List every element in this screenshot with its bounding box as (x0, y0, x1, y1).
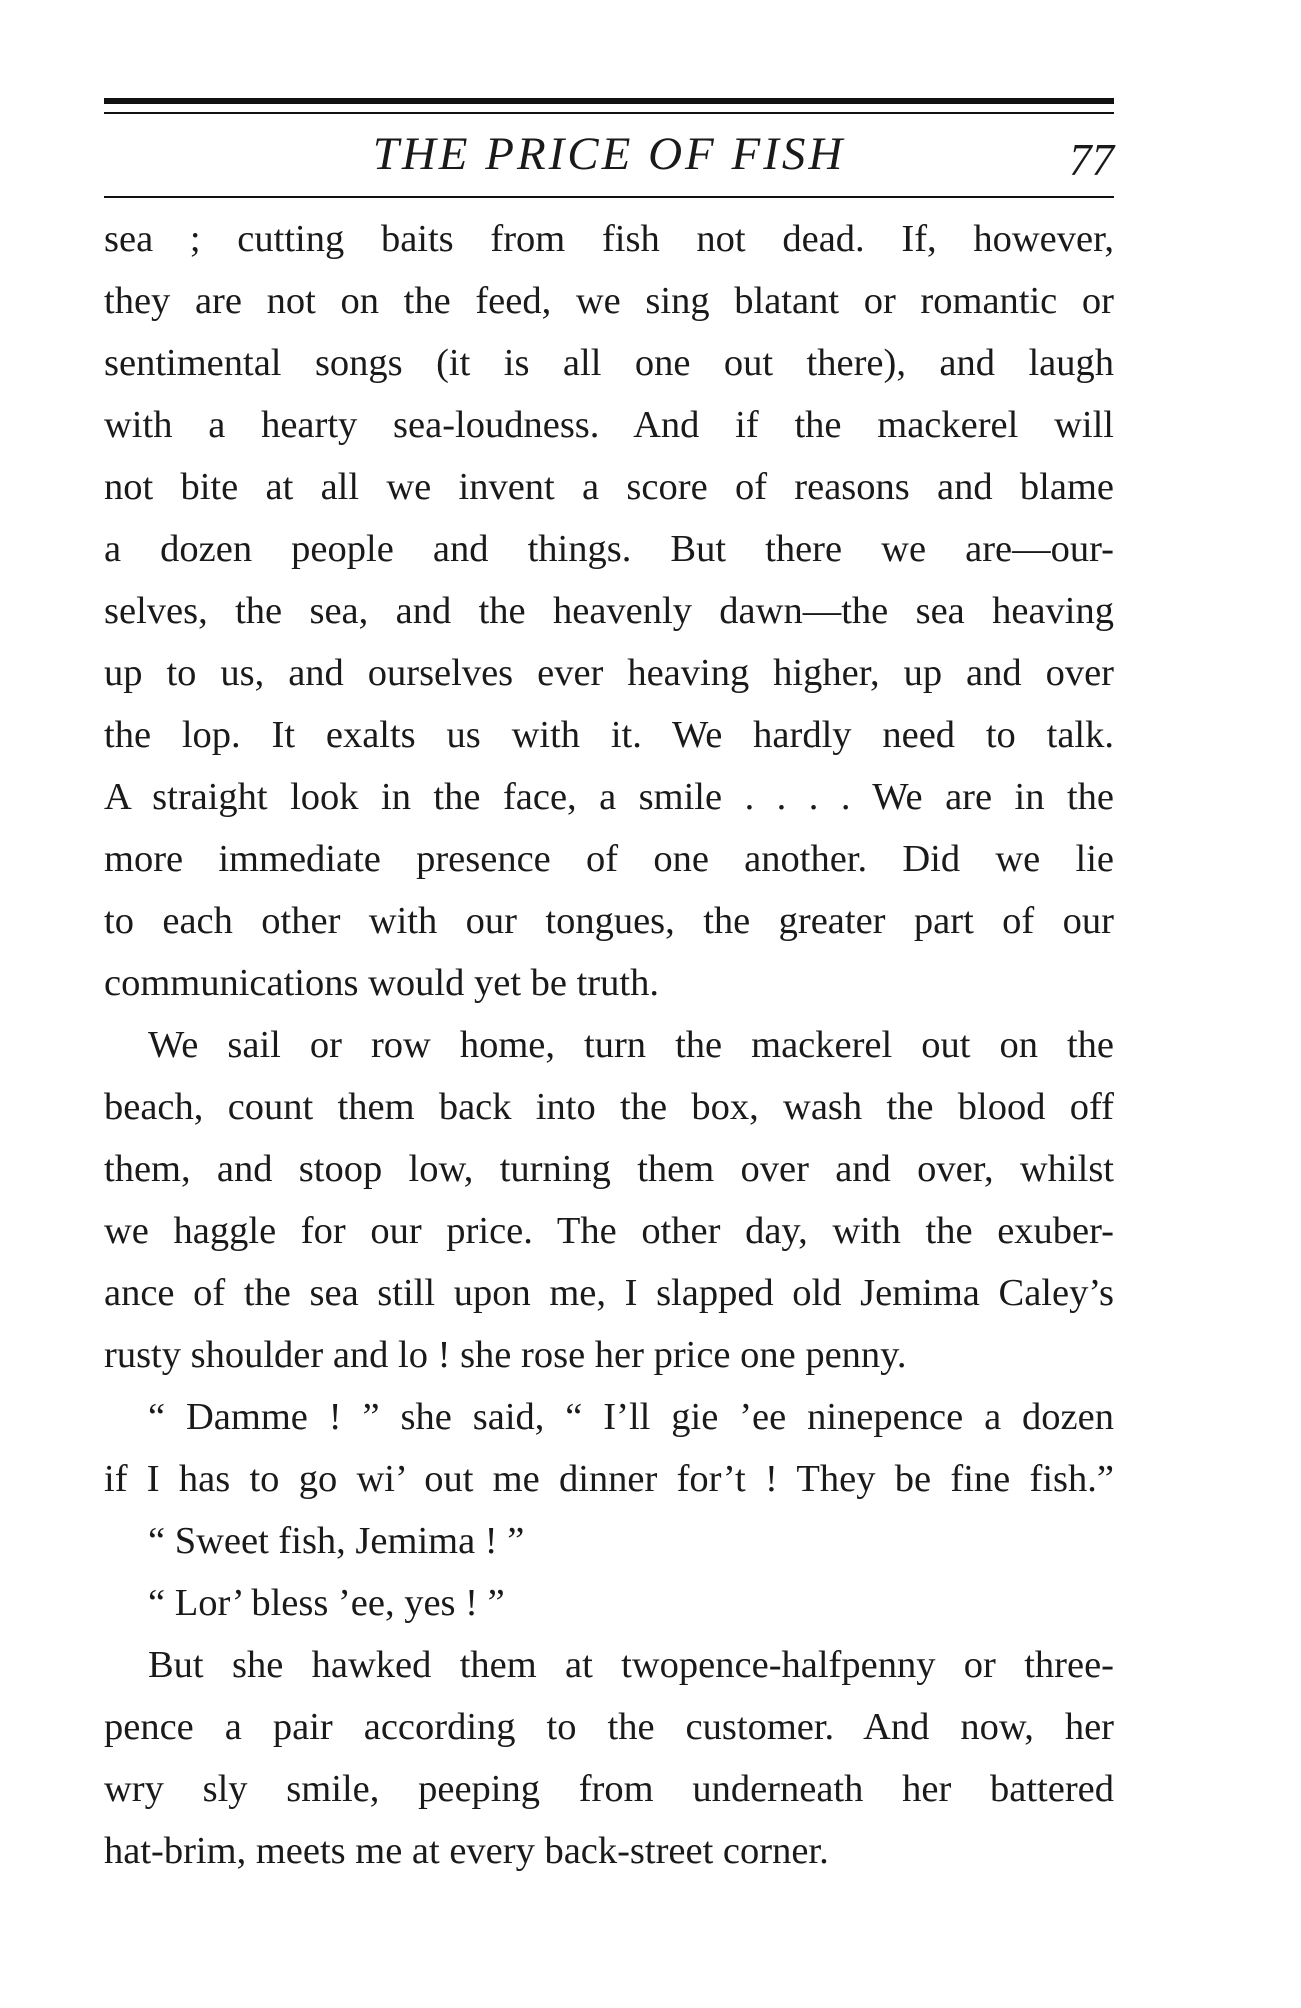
running-title: THE PRICE OF FISH (372, 128, 846, 180)
text-line: “ Lor’ bless ’ee, yes ! ” (148, 1582, 505, 1624)
text-line: A straight look in the face, a smile . . . . We are in the (104, 776, 1114, 818)
text-line: communications would yet be truth. (104, 962, 659, 1004)
book-page (104, 0, 1114, 2008)
running-head (104, 124, 1114, 194)
text-line: we haggle for our price. The other day, with the exuber- (104, 1210, 1114, 1252)
text-line: a dozen people and things. But there we are—our- (104, 528, 1114, 570)
text-line: ance of the sea still upon me, I slapped old Jemima Caley’s (104, 1272, 1114, 1314)
text-line: to each other with our tongues, the greater part of our (104, 900, 1114, 942)
text-line: rusty shoulder and lo ! she rose her price one penny. (104, 1334, 907, 1376)
text-line: them, and stoop low, turning them over and over, whilst (104, 1148, 1114, 1190)
text-line: hat-brim, meets me at every back-street corner. (104, 1830, 829, 1872)
text-line: up to us, and ourselves ever heaving higher, up and over (104, 652, 1114, 694)
text-line: sentimental songs (it is all one out there), and laugh (104, 342, 1114, 384)
text-line: We sail or row home, turn the mackerel out on the (148, 1024, 1114, 1066)
header-rule-thick (104, 98, 1114, 104)
body-text (104, 208, 1114, 1882)
text-line: they are not on the feed, we sing blatant or romantic or (104, 280, 1114, 322)
header-rule-bottom (104, 196, 1114, 198)
text-line: “ Damme ! ” she said, “ I’ll gie ’ee ninepence a dozen (148, 1396, 1114, 1438)
text-line: the lop. It exalts us with it. We hardly need to talk. (104, 714, 1114, 756)
text-line: beach, count them back into the box, wash the blood off (104, 1086, 1114, 1128)
text-line: pence a pair according to the customer. And now, her (104, 1706, 1114, 1748)
text-line: if I has to go wi’ out me dinner for’t ! They be fine fish.” (104, 1458, 1114, 1500)
text-line: selves, the sea, and the heavenly dawn—the sea heaving (104, 590, 1114, 632)
header-rule-thin (104, 112, 1114, 114)
text-line: wry sly smile, peeping from underneath her battered (104, 1768, 1114, 1810)
text-line: more immediate presence of one another. Did we lie (104, 838, 1114, 880)
text-line: “ Sweet fish, Jemima ! ” (148, 1520, 525, 1562)
text-line: not bite at all we invent a score of reasons and blame (104, 466, 1114, 508)
text-line: sea ; cutting baits from fish not dead. If, however, (104, 218, 1114, 260)
text-line: But she hawked them at twopence-halfpenny or three- (148, 1644, 1114, 1686)
text-line: with a hearty sea-loudness. And if the mackerel will (104, 404, 1114, 446)
page-number: 77 (1069, 135, 1114, 185)
